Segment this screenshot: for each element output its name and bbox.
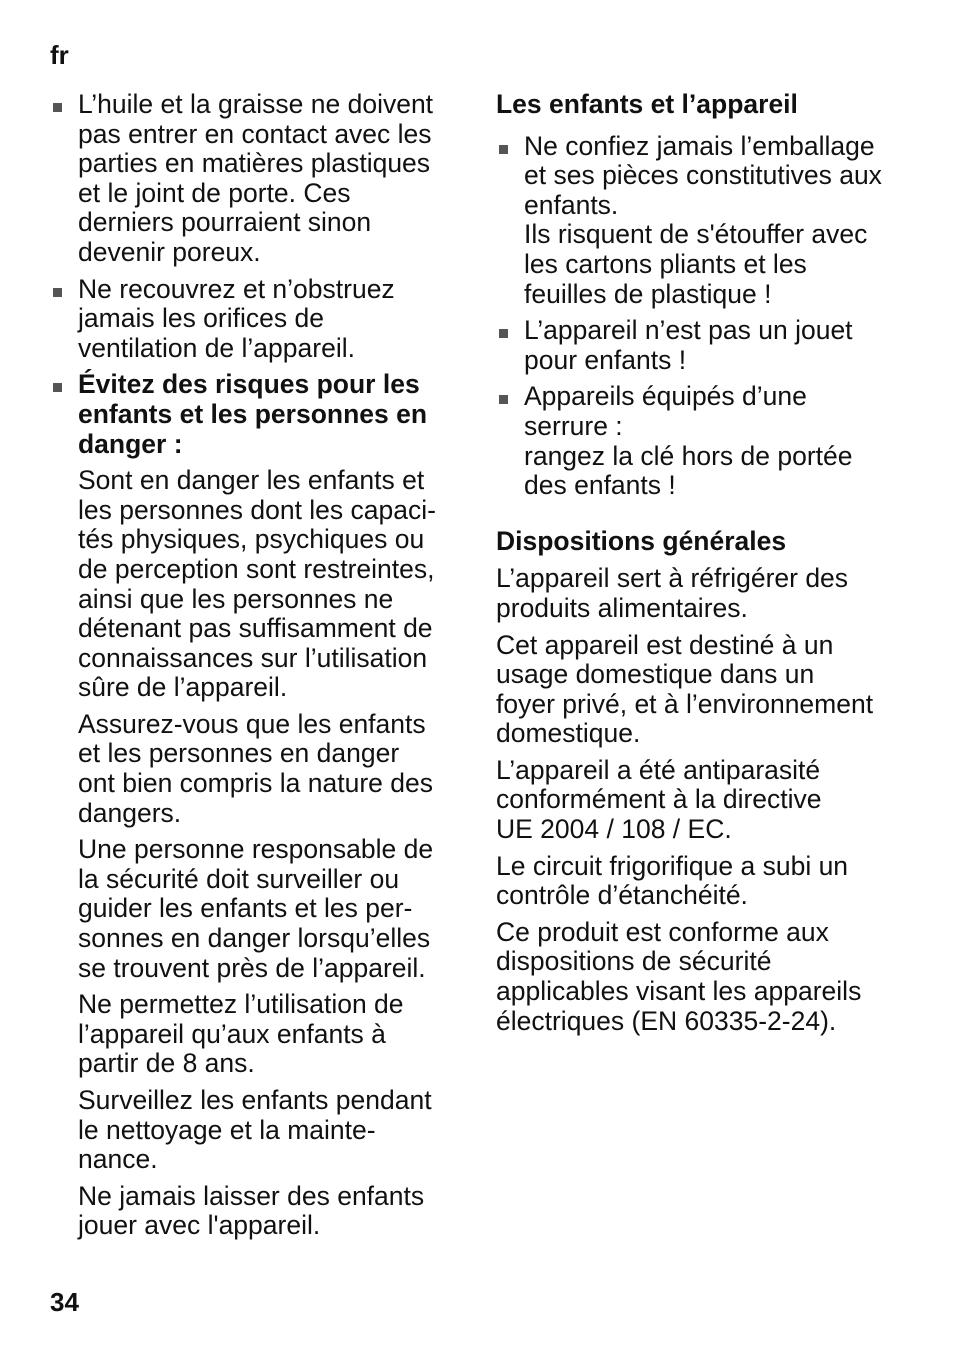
text-line: détenant pas suffisamment de bbox=[78, 613, 433, 644]
text-line: contrôle d’étanchéité. bbox=[496, 880, 748, 911]
language-label: fr bbox=[50, 40, 69, 70]
bullet-lock bbox=[496, 382, 916, 500]
paragraph-understand-dangers bbox=[50, 710, 470, 828]
text-line: feuilles de plastique ! bbox=[524, 278, 772, 309]
text-line: Sont en danger les enfants et bbox=[78, 465, 425, 496]
paragraph-age-limit bbox=[50, 990, 470, 1079]
text-line: Évitez des risques pour les bbox=[78, 369, 420, 400]
text-line: et ses pièces constitutives aux bbox=[524, 160, 882, 191]
section-heading-children: Les enfants et l’appareil bbox=[496, 89, 798, 119]
bullet-oil-grease bbox=[50, 90, 470, 268]
text-line: sonnes en danger lorsqu’elles bbox=[78, 923, 431, 954]
bullet-square-icon bbox=[53, 383, 62, 392]
text-line: Surveillez les enfants pendant bbox=[78, 1085, 432, 1115]
text-line: nance. bbox=[78, 1144, 158, 1175]
text-line: des enfants ! bbox=[524, 470, 676, 501]
text-line: les cartons pliants et les bbox=[524, 248, 807, 279]
text-line: foyer privé, et à l’environnement bbox=[496, 688, 874, 719]
text-line: sûre de l’appareil. bbox=[78, 672, 288, 703]
text-line: danger : bbox=[78, 428, 183, 459]
text-line: UE 2004 / 108 / EC. bbox=[496, 814, 732, 845]
bullet-text bbox=[524, 132, 916, 310]
bullet-square-icon bbox=[499, 395, 508, 404]
text-line: Ne jamais laisser des enfants bbox=[78, 1180, 425, 1211]
bullet-not-toy bbox=[496, 316, 916, 375]
text-line: pas entrer en contact avec les bbox=[78, 118, 432, 149]
text-line: dangers. bbox=[78, 797, 182, 828]
paragraph-purpose bbox=[496, 564, 916, 623]
bullet-square-icon bbox=[53, 103, 62, 112]
bullet-packaging bbox=[496, 132, 916, 310]
paragraph-leak-test bbox=[496, 852, 916, 911]
text-line: produits alimentaires. bbox=[496, 592, 748, 623]
text-line: pour enfants ! bbox=[524, 344, 687, 375]
text-line: enfants. bbox=[524, 189, 619, 220]
text-line: applicables visant les appareils bbox=[496, 976, 862, 1007]
text-line: Ne recouvrez et n’obstruez bbox=[78, 273, 395, 304]
bullet-text bbox=[78, 370, 470, 459]
text-line: jamais les orifices de bbox=[78, 303, 324, 334]
paragraph-cleaning bbox=[50, 1086, 470, 1175]
text-line: Ne permettez l’utilisation de bbox=[78, 989, 404, 1020]
text-line: le nettoyage et la mainte- bbox=[78, 1114, 376, 1145]
right-column bbox=[496, 90, 916, 1043]
text-line: se trouvent près de l’appareil. bbox=[78, 952, 426, 983]
text-line: Une personne responsable de bbox=[78, 834, 434, 865]
bullet-text bbox=[78, 90, 470, 268]
page-number: 34 bbox=[50, 1287, 79, 1317]
text-line: rangez la clé hors de portée bbox=[524, 440, 853, 471]
text-line: enfants et les personnes en bbox=[78, 398, 428, 429]
text-line: ventilation de l’appareil. bbox=[78, 332, 355, 363]
bullet-square-icon bbox=[499, 145, 508, 154]
bullet-ventilation bbox=[50, 275, 470, 364]
bullet-text bbox=[78, 275, 470, 364]
text-line: partir de 8 ans. bbox=[78, 1048, 255, 1079]
text-line: Ils risquent de s'étouffer avec bbox=[524, 219, 868, 250]
text-line: la sécurité doit surveiller ou bbox=[78, 863, 400, 894]
text-line: L’appareil sert à réfrigérer des bbox=[496, 563, 849, 594]
text-line: ainsi que les personnes ne bbox=[78, 583, 394, 614]
text-line: et les personnes en danger bbox=[78, 738, 400, 769]
paragraph-safety-compliance bbox=[496, 918, 916, 1036]
text-line: l’appareil qu’aux enfants à bbox=[78, 1018, 386, 1049]
text-line: électriques (EN 60335-2-24). bbox=[496, 1005, 837, 1036]
text-line: connaissances sur l’utilisation bbox=[78, 642, 428, 673]
text-line: domestique. bbox=[496, 718, 641, 749]
text-line: dispositions de sécurité bbox=[496, 946, 772, 977]
paragraph-directive bbox=[496, 756, 916, 845]
text-line: serrure : bbox=[524, 410, 623, 441]
text-line: Cet appareil est destiné à un bbox=[496, 629, 834, 660]
text-line: les personnes dont les capaci- bbox=[78, 494, 436, 525]
text-line: L’appareil a été antiparasité bbox=[496, 754, 821, 785]
text-line: tés physiques, psychiques ou bbox=[78, 524, 425, 555]
text-line: L’huile et la graisse ne doivent bbox=[78, 89, 434, 119]
text-line: ont bien compris la nature des bbox=[78, 768, 434, 799]
text-line: L’appareil n’est pas un jouet bbox=[524, 315, 853, 346]
text-line: jouer avec l'appareil. bbox=[78, 1210, 321, 1241]
text-line: derniers pourraient sinon bbox=[78, 207, 372, 238]
bullet-risks-heading bbox=[50, 370, 470, 459]
paragraph-no-play bbox=[50, 1182, 470, 1241]
text-line: et le joint de porte. Ces bbox=[78, 177, 351, 208]
text-line: usage domestique dans un bbox=[496, 659, 815, 690]
text-line: Ne confiez jamais l’emballage bbox=[524, 130, 875, 161]
text-line: Le circuit frigorifique a subi un bbox=[496, 850, 849, 881]
bullet-text bbox=[524, 316, 916, 375]
text-line: Appareils équipés d’une bbox=[524, 381, 807, 412]
bullet-square-icon bbox=[499, 329, 508, 338]
text-line: parties en matières plastiques bbox=[78, 148, 431, 179]
text-line: conformément à la directive bbox=[496, 784, 822, 815]
paragraph-supervision bbox=[50, 835, 470, 983]
left-column bbox=[50, 90, 470, 1248]
bullet-square-icon bbox=[53, 288, 62, 297]
bullet-text bbox=[524, 382, 916, 500]
text-line: Assurez-vous que les enfants bbox=[78, 708, 426, 739]
text-line: Ce produit est conforme aux bbox=[496, 916, 829, 947]
text-line: de perception sont restreintes, bbox=[78, 553, 435, 584]
paragraph-domestic-use bbox=[496, 631, 916, 749]
paragraph-danger-persons bbox=[50, 466, 470, 703]
text-line: guider les enfants et les per- bbox=[78, 893, 413, 924]
section-heading-general: Dispositions générales bbox=[496, 525, 787, 556]
text-line: devenir poreux. bbox=[78, 236, 261, 267]
